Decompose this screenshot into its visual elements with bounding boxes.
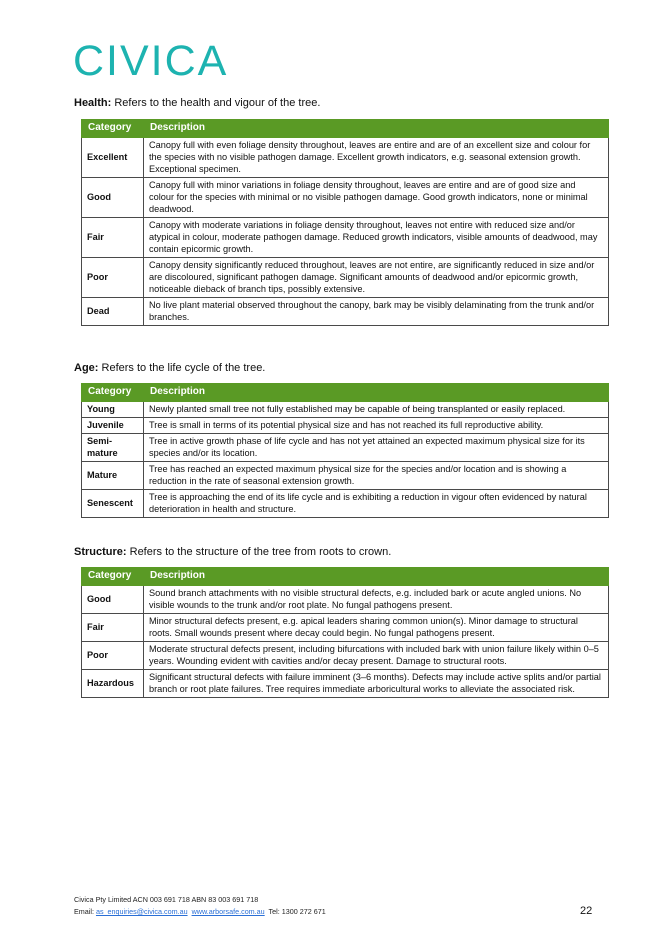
column-header-category: Category (82, 384, 144, 402)
table-row (82, 418, 609, 434)
footer-website-link[interactable]: www.arborsafe.com.au (191, 907, 265, 916)
page-number: 22 (580, 905, 593, 917)
health-heading (74, 97, 320, 110)
footer-tel: Tel: 1300 272 671 (268, 907, 326, 916)
table-row (82, 642, 609, 670)
row-category: Dead (82, 298, 144, 326)
age-heading-text: Refers to the life cycle of the tree. (98, 362, 266, 374)
health-heading-label: Health: (74, 97, 112, 109)
row-description: Canopy full with minor variations in foliage density throughout, leaves are entire and are of good size and colour for the species with minimal or no visible pathogen damage. Good growth indicators, none or minimal deadwood. (144, 178, 609, 218)
table-header-row (82, 568, 609, 586)
table-row (82, 586, 609, 614)
row-category: Poor (82, 258, 144, 298)
structure-table (81, 567, 609, 698)
row-category: Young (82, 402, 144, 418)
table-row (82, 490, 609, 518)
age-table (81, 383, 609, 518)
table-row (82, 258, 609, 298)
row-category: Excellent (82, 138, 144, 178)
structure-heading-text: Refers to the structure of the tree from roots to crown. (126, 546, 392, 558)
table-row (82, 670, 609, 698)
table-row (82, 218, 609, 258)
table-header-row (82, 120, 609, 138)
column-header-description: Description (144, 120, 609, 138)
row-description: Significant structural defects with failure imminent (3–6 months). Defects may include active splits and/or partial branch or root plate failures. Tree requires immediate arboricultural works to alleviate the associated risk. (144, 670, 609, 698)
structure-heading-label: Structure: (74, 546, 127, 558)
row-category: Hazardous (82, 670, 144, 698)
table-row (82, 462, 609, 490)
column-header-category: Category (82, 120, 144, 138)
table-header-row (82, 384, 609, 402)
column-header-description: Description (144, 384, 609, 402)
row-description: Moderate structural defects present, including bifurcations with included bark with union failure likely within 0–5 years. Wounding evident with cavities and/or decay present. Damage to structural roots. (144, 642, 609, 670)
row-description: Minor structural defects present, e.g. apical leaders sharing common union(s). Minor damage to structural roots. Small wounds present where decay could begin. No fungal pathogens present. (144, 614, 609, 642)
column-header-category: Category (82, 568, 144, 586)
row-description: Canopy density significantly reduced throughout, leaves are not entire, are significantly reduced in size and/or are discoloured, significant pathogen damage. Significant amounts of deadwood and/or epicormic growth, noticeable dieback of branch tips, possibly extensive. (144, 258, 609, 298)
age-heading-label: Age: (74, 362, 99, 374)
row-category: Senescent (82, 490, 144, 518)
health-table (81, 119, 609, 326)
row-description: Sound branch attachments with no visible structural defects, e.g. included bark or acute angled unions. No visible wounds to the trunk and/or root plate. No fungal pathogens present. (144, 586, 609, 614)
table-row (82, 298, 609, 326)
row-category: Good (82, 586, 144, 614)
row-category: Fair (82, 614, 144, 642)
row-category: Mature (82, 462, 144, 490)
footer-email-link[interactable]: as_enquiries@civica.com.au (95, 907, 188, 916)
civica-logo: CIVICA (73, 37, 229, 85)
row-description: Tree has reached an expected maximum physical size for the species and/or location and is showing a reduction in the rate of seasonal extension growth. (144, 462, 609, 490)
row-category: Poor (82, 642, 144, 670)
row-category: Good (82, 178, 144, 218)
footer-email-label: Email: (74, 907, 96, 916)
row-category: Fair (82, 218, 144, 258)
age-heading (74, 362, 265, 375)
row-description: Tree is approaching the end of its life cycle and is exhibiting a reduction in vigour often evidenced by natural deterioration in health and structure. (144, 490, 609, 518)
table-row (82, 402, 609, 418)
structure-heading (74, 546, 391, 559)
row-category: Juvenile (82, 418, 144, 434)
table-row (82, 434, 609, 462)
health-heading-text: Refers to the health and vigour of the tree. (111, 97, 321, 109)
row-category: Semi-mature (82, 434, 144, 462)
row-description: Newly planted small tree not fully established may be capable of being transplanted or easily replaced. (144, 402, 609, 418)
table-row (82, 614, 609, 642)
row-description: Canopy full with even foliage density throughout, leaves are entire and are of an excellent size and colour for the species with no visible pathogen damage. Excellent growth indicators, e.g. seasonal extension growth. Exceptional specimen. (144, 138, 609, 178)
footer-company: Civica Pty Limited ACN 003 691 718 ABN 83 003 691 718 (74, 895, 259, 904)
footer-contact (74, 906, 326, 917)
table-row (82, 178, 609, 218)
row-description: No live plant material observed throughout the canopy, bark may be visibly delaminating from the trunk and/or branches. (144, 298, 609, 326)
table-row (82, 138, 609, 178)
row-description: Canopy with moderate variations in foliage density throughout, leaves not entire with reduced size and/or atypical in colour, moderate pathogen damage. Reduced growth indicators, visible amounts of deadwood, may contain epicormic growth. (144, 218, 609, 258)
row-description: Tree in active growth phase of life cycle and has not yet attained an expected maximum physical size for its species and/or its location. (144, 434, 609, 462)
column-header-description: Description (144, 568, 609, 586)
row-description: Tree is small in terms of its potential physical size and has not reached its full reproductive ability. (144, 418, 609, 434)
